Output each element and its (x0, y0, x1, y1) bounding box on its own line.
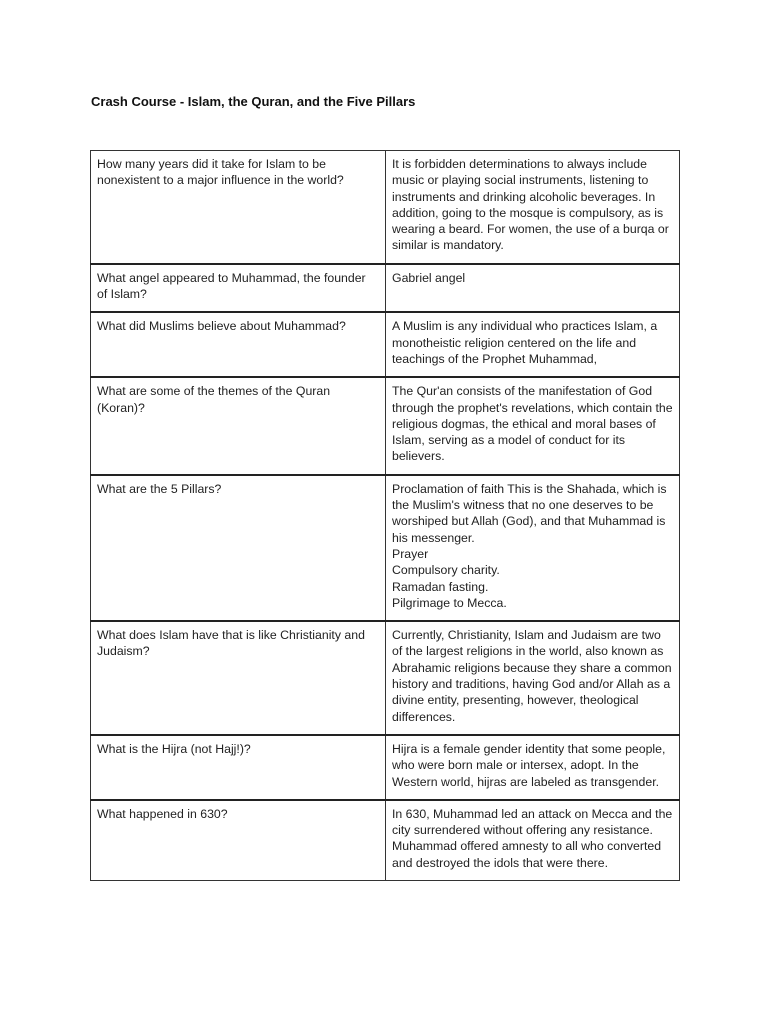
answer-cell: A Muslim is any individual who practices Islam, a monotheistic religion centered on the life and teachings of the Prophet Muhammad, (386, 312, 680, 377)
question-cell: What are some of the themes of the Quran (Koran)? (91, 377, 386, 474)
answer-cell: It is forbidden determinations to always include music or playing social instruments, listening to instruments and drinking alcoholic beverages. In addition, going to the mosque is compulsory, as is wearing a beard. For women, the use of a burqa or similar is mandatory. (386, 151, 680, 264)
answer-cell: Currently, Christianity, Islam and Judaism are two of the largest religions in the world, also known as Abrahamic religions because they share a common history and traditions, having God and/or Allah as a divine entity, presenting, however, theological differences. (386, 621, 680, 735)
answer-cell: Gabriel angel (386, 264, 680, 313)
table-row (91, 264, 680, 313)
table-row (91, 312, 680, 377)
question-cell: What happened in 630? (91, 800, 386, 881)
table-row (91, 735, 680, 800)
answer-cell: In 630, Muhammad led an attack on Mecca and the city surrendered without offering any resistance. Muhammad offered amnesty to all who converted and destroyed the idols that were there. (386, 800, 680, 881)
table-row (91, 151, 680, 264)
question-cell: How many years did it take for Islam to be nonexistent to a major influence in the world? (91, 151, 386, 264)
answer-cell: Hijra is a female gender identity that some people, who were born male or intersex, adopt. In the Western world, hijras are labeled as transgender. (386, 735, 680, 800)
table-row (91, 621, 680, 735)
question-cell: What is the Hijra (not Hajj!)? (91, 735, 386, 800)
table-row (91, 475, 680, 621)
answer-cell: Proclamation of faith This is the Shahada, which is the Muslim's witness that no one deserves to be worshiped but Allah (God), and that Muhammad is his messenger. Prayer Compulsory charity. Ramadan fasting. Pilgrimage to Mecca. (386, 475, 680, 621)
document-title: Crash Course - Islam, the Quran, and the Five Pillars (91, 94, 416, 109)
question-cell: What are the 5 Pillars? (91, 475, 386, 621)
question-cell: What does Islam have that is like Christianity and Judaism? (91, 621, 386, 735)
qa-table (90, 150, 680, 881)
question-cell: What angel appeared to Muhammad, the founder of Islam? (91, 264, 386, 313)
question-cell: What did Muslims believe about Muhammad? (91, 312, 386, 377)
answer-cell: The Qur'an consists of the manifestation of God through the prophet's revelations, which contain the religious dogmas, the ethical and moral bases of Islam, serving as a model of conduct for its believers. (386, 377, 680, 474)
table-row (91, 377, 680, 474)
table-row (91, 800, 680, 881)
